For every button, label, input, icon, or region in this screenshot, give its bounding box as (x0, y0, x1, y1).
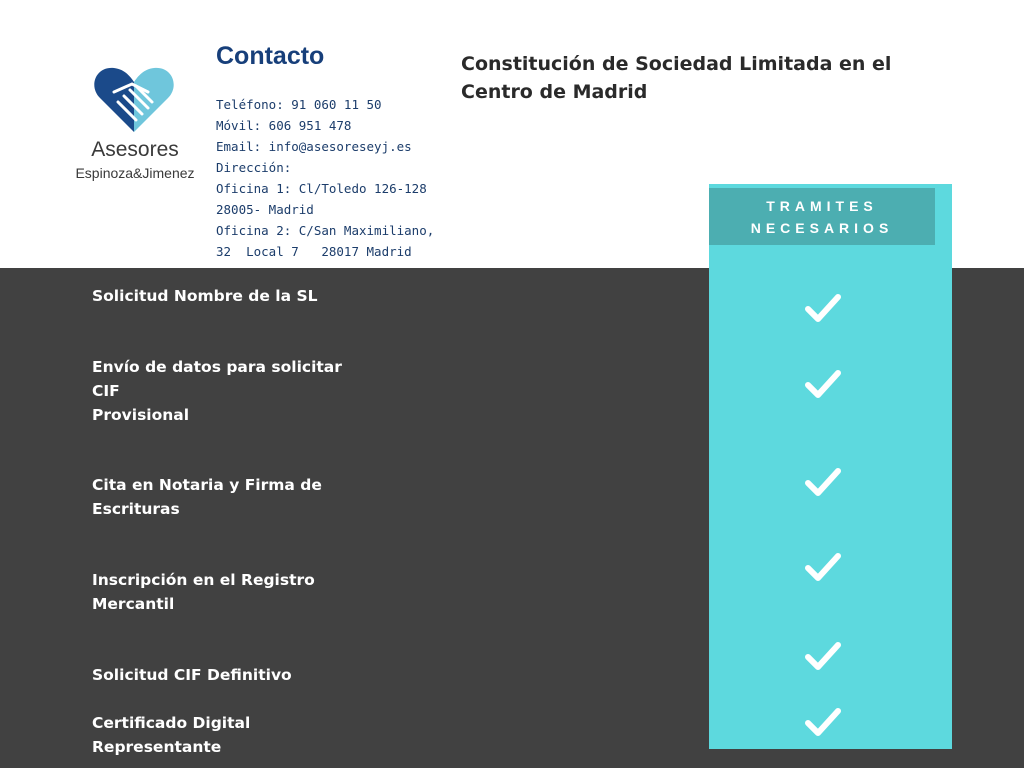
logo-wordmark: Asesores (91, 138, 179, 161)
checkmark-icon (803, 706, 843, 738)
tramites-column-header (709, 188, 935, 245)
step-cif-definitivo (92, 663, 362, 687)
step-line: Cita en Notaria y Firma de (92, 476, 322, 494)
column-header-line-1: TRAMITES (766, 197, 878, 214)
step-line: Representante (92, 738, 222, 756)
contact-office-1: Oficina 1: Cl/Toledo 126-128 (216, 181, 427, 196)
contact-heading: Contacto (216, 42, 325, 70)
checkmark-icon (803, 292, 843, 324)
step-line: Certificado Digital (92, 714, 251, 732)
contact-phone: Teléfono: 91 060 11 50 (216, 97, 382, 112)
contact-email[interactable]: Email: info@asesoreseyj.es (216, 139, 412, 154)
step-certificado-digital (92, 711, 362, 759)
logo-subtitle: Espinoza&Jimenez (75, 165, 195, 181)
step-envio-datos (92, 355, 362, 427)
checkmark-icon (803, 466, 843, 498)
contact-office-2-city: 32 Local 7 28017 Madrid (216, 244, 412, 259)
checkmark-icon (803, 640, 843, 672)
step-line: Solicitud CIF Definitivo (92, 666, 292, 684)
step-line: Solicitud Nombre de la SL (92, 287, 318, 305)
contact-office-2: Oficina 2: C/San Maximiliano, (216, 223, 435, 238)
document-title: Constitución de Sociedad Limitada en el Centro de Madrid (461, 53, 892, 103)
contact-mobile: Móvil: 606 951 478 (216, 118, 352, 133)
company-logo (62, 62, 222, 192)
step-cita-notaria (92, 473, 362, 521)
handshake-heart-icon (92, 62, 177, 134)
step-inscripcion-registro (92, 568, 362, 616)
checkmark-icon (803, 368, 843, 400)
checkmark-icon (803, 551, 843, 583)
step-line: Envío de datos para solicitar (92, 358, 342, 376)
step-line: CIF (92, 382, 120, 400)
step-line: Provisional (92, 406, 190, 424)
contact-address-label: Dirección: (216, 160, 292, 175)
contact-details (216, 94, 434, 262)
step-line: Escrituras (92, 500, 180, 518)
contact-office-1-city: 28005- Madrid (216, 202, 314, 217)
step-line: Inscripción en el Registro (92, 571, 315, 589)
step-line: Mercantil (92, 595, 175, 613)
step-solicitud-nombre (92, 284, 362, 308)
column-header-line-2: NECESARIOS (750, 219, 894, 236)
